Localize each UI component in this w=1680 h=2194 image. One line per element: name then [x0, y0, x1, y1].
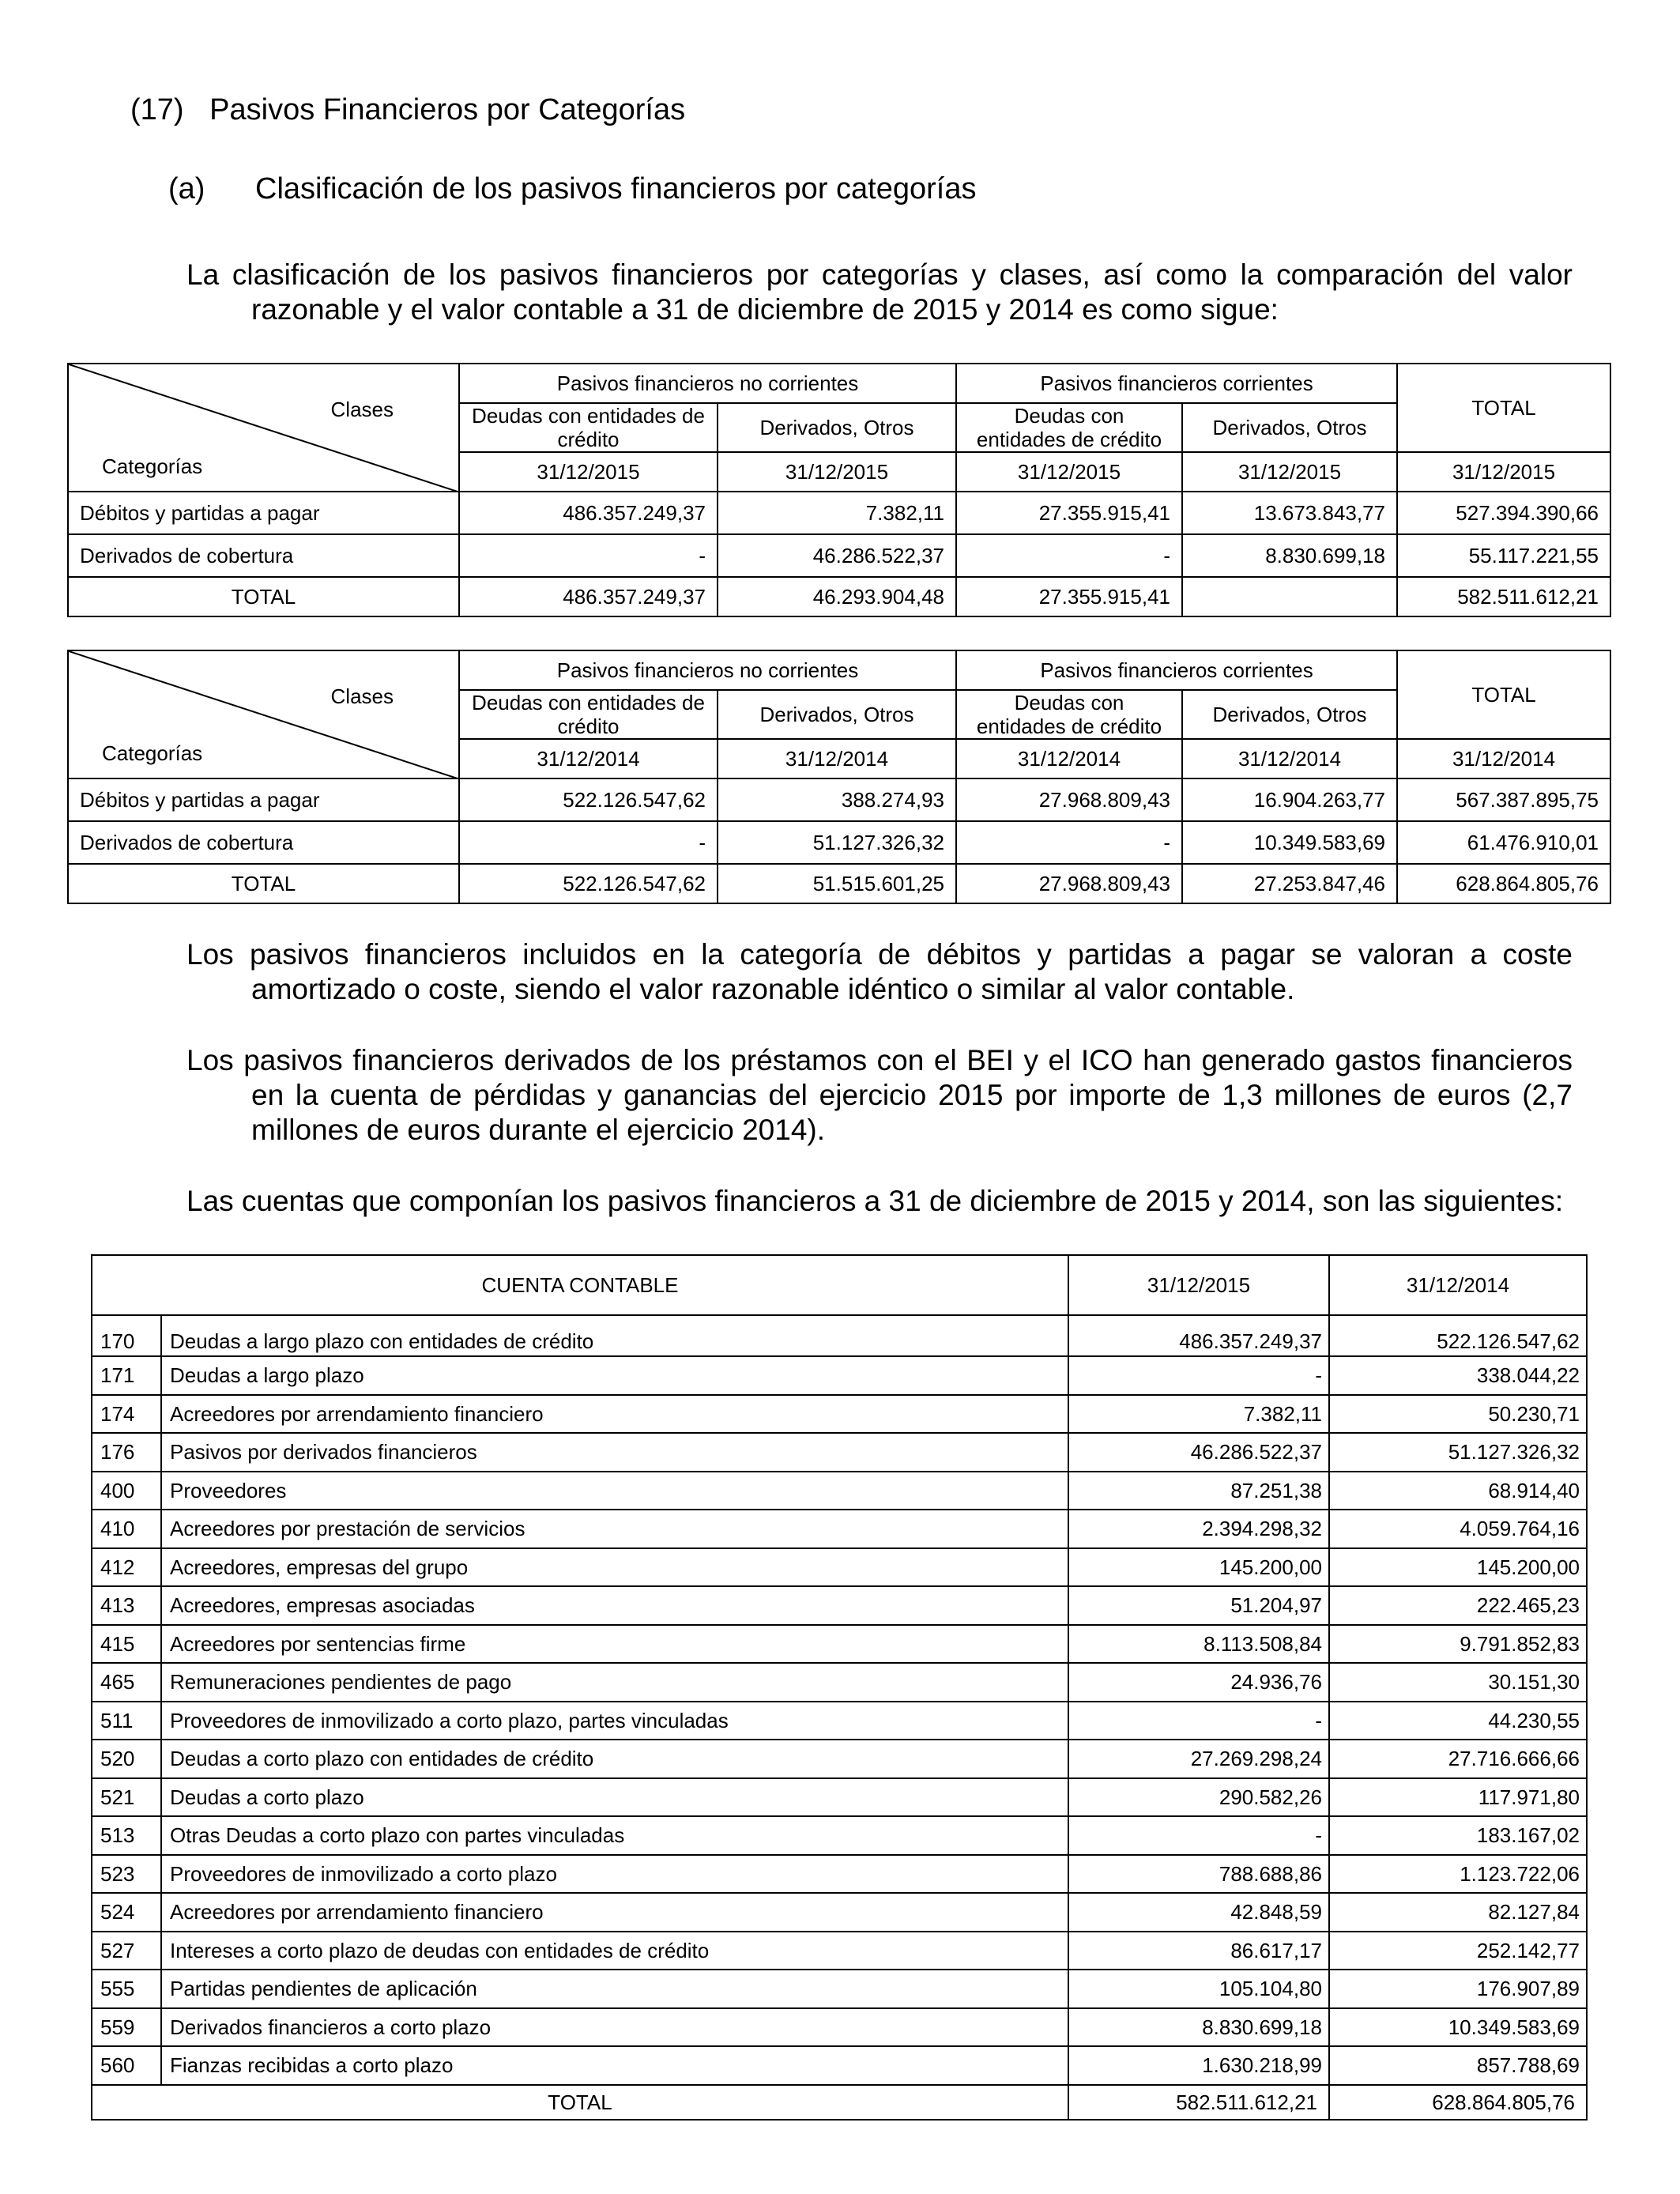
- account-code: 413: [92, 1586, 161, 1625]
- account-code: 400: [92, 1472, 161, 1510]
- no-corrientes-header: Pasivos financieros no corrientes: [459, 650, 956, 690]
- table-row: [68, 821, 1610, 864]
- corrientes-header: Pasivos financieros corrientes: [956, 650, 1397, 690]
- section-title: [130, 93, 685, 127]
- account-value-2014: 176.907,89: [1329, 1970, 1587, 2008]
- account-name: Deudas a corto plazo: [161, 1778, 1068, 1817]
- total-value: [1182, 577, 1397, 616]
- account-row: [92, 1395, 1587, 1434]
- col-2015-header: 31/12/2015: [1068, 1255, 1329, 1315]
- total-label: TOTAL: [68, 864, 459, 903]
- account-row: [92, 1778, 1587, 1817]
- account-row: [92, 1548, 1587, 1587]
- diagonal-header-cell: [68, 650, 459, 778]
- account-row: [92, 1510, 1587, 1548]
- account-name: Acreedores por sentencias firme: [161, 1625, 1068, 1664]
- account-value-2015: 51.204,97: [1068, 1586, 1329, 1625]
- derivados-c-header: Derivados, Otros: [1182, 403, 1397, 452]
- account-value-2015: 86.617,17: [1068, 1932, 1329, 1970]
- accounts-total-label: TOTAL: [92, 2085, 1068, 2120]
- account-header: CUENTA CONTABLE: [92, 1255, 1068, 1315]
- account-code: 410: [92, 1510, 161, 1548]
- account-row: [92, 1816, 1587, 1855]
- cell-value: 527.394.390,66: [1397, 492, 1610, 534]
- account-value-2014: 222.465,23: [1329, 1586, 1587, 1625]
- account-name: Deudas a largo plazo con entidades de crédito: [161, 1315, 1068, 1356]
- date-header: 31/12/2015: [1397, 452, 1610, 492]
- total-row: [68, 577, 1610, 616]
- account-name: Acreedores por arrendamiento financiero: [161, 1893, 1068, 1932]
- row-label: Débitos y partidas a pagar: [68, 492, 459, 534]
- account-value-2015: 105.104,80: [1068, 1970, 1329, 2008]
- account-code: 560: [92, 2046, 161, 2085]
- account-value-2015: 24.936,76: [1068, 1663, 1329, 1702]
- date-header: 31/12/2015: [1182, 452, 1397, 492]
- account-value-2014: 117.971,80: [1329, 1778, 1587, 1817]
- total-value: 46.293.904,48: [718, 577, 956, 616]
- date-header: 31/12/2014: [718, 739, 956, 778]
- account-name: Otras Deudas a corto plazo con partes vinculadas: [161, 1816, 1068, 1855]
- account-value-2015: 8.113.508,84: [1068, 1625, 1329, 1664]
- cell-value: 567.387.895,75: [1397, 778, 1610, 821]
- total-header: TOTAL: [1397, 364, 1610, 452]
- account-name: Pasivos por derivados financieros: [161, 1433, 1068, 1472]
- account-code: 465: [92, 1663, 161, 1702]
- total-value: 486.357.249,37: [459, 577, 718, 616]
- section-title-text: Pasivos Financieros por Categorías: [209, 93, 686, 126]
- account-value-2015: 8.830.699,18: [1068, 2008, 1329, 2047]
- account-code: 171: [92, 1356, 161, 1395]
- table-row: [68, 778, 1610, 821]
- cell-value: 388.274,93: [718, 778, 956, 821]
- account-value-2015: 145.200,00: [1068, 1548, 1329, 1587]
- account-code: 513: [92, 1816, 161, 1855]
- account-value-2015: 27.269.298,24: [1068, 1740, 1329, 1778]
- cell-value: 46.286.522,37: [718, 534, 956, 577]
- account-row: [92, 1855, 1587, 1894]
- date-header: 31/12/2015: [718, 452, 956, 492]
- derivados-nc-header: Derivados, Otros: [718, 690, 956, 739]
- account-name: Acreedores, empresas asociadas: [161, 1586, 1068, 1625]
- account-value-2014: 51.127.326,32: [1329, 1433, 1587, 1472]
- account-value-2014: 145.200,00: [1329, 1548, 1587, 1587]
- account-row: [92, 1740, 1587, 1778]
- account-code: 170: [92, 1315, 161, 1356]
- account-value-2014: 338.044,22: [1329, 1356, 1587, 1395]
- account-value-2014: 252.142,77: [1329, 1932, 1587, 1970]
- table-row: [68, 492, 1610, 534]
- account-code: 559: [92, 2008, 161, 2047]
- derivados-nc-header: Derivados, Otros: [718, 403, 956, 452]
- row-label: Débitos y partidas a pagar: [68, 778, 459, 821]
- deudas-c-header: Deudas con entidades de crédito: [956, 690, 1182, 739]
- account-value-2015: -: [1068, 1702, 1329, 1740]
- col-2014-header: 31/12/2014: [1329, 1255, 1587, 1315]
- derivados-c-header: Derivados, Otros: [1182, 690, 1397, 739]
- classification-table-2014: [67, 650, 1611, 904]
- total-value: 27.968.809,43: [956, 864, 1182, 903]
- clases-label: Clases: [330, 398, 394, 421]
- cell-value: -: [459, 821, 718, 864]
- account-value-2014: 1.123.722,06: [1329, 1855, 1587, 1894]
- cell-value: -: [956, 821, 1182, 864]
- account-value-2015: 7.382,11: [1068, 1395, 1329, 1434]
- account-code: 415: [92, 1625, 161, 1664]
- account-code: 412: [92, 1548, 161, 1587]
- total-value: 582.511.612,21: [1397, 577, 1610, 616]
- account-row: [92, 1663, 1587, 1702]
- account-name: Acreedores por prestación de servicios: [161, 1510, 1068, 1548]
- table-row: [68, 534, 1610, 577]
- account-row: [92, 1932, 1587, 1970]
- total-value: 27.355.915,41: [956, 577, 1182, 616]
- account-row: [92, 1315, 1587, 1356]
- account-value-2015: 42.848,59: [1068, 1893, 1329, 1932]
- account-row: [92, 1586, 1587, 1625]
- paragraph-bei-ico: Los pasivos financieros derivados de los préstamos con el BEI y el ICO han generado gastos financieros en la cuenta de pérdidas y ganancias del ejercicio 2015 por importe de 1,3 millones de euros (2,7 millones de euros durante el ejercicio 2014).: [186, 1044, 1573, 1146]
- date-header: 31/12/2014: [459, 739, 718, 778]
- account-code: 174: [92, 1395, 161, 1434]
- account-code: 521: [92, 1778, 161, 1817]
- date-header: 31/12/2015: [459, 452, 718, 492]
- accounts-total-2015: 582.511.612,21: [1068, 2085, 1329, 2120]
- cell-value: 27.355.915,41: [956, 492, 1182, 534]
- diagonal-header-cell: [68, 364, 459, 492]
- account-row: [92, 1356, 1587, 1395]
- deudas-nc-header: Deudas con entidades de crédito: [459, 690, 718, 739]
- total-value: 628.864.805,76: [1397, 864, 1610, 903]
- categorias-label: Categorías: [102, 454, 203, 478]
- row-label: Derivados de cobertura: [68, 821, 459, 864]
- cell-value: 16.904.263,77: [1182, 778, 1397, 821]
- account-name: Acreedores por arrendamiento financiero: [161, 1395, 1068, 1434]
- total-value: 27.253.847,46: [1182, 864, 1397, 903]
- account-value-2015: 46.286.522,37: [1068, 1433, 1329, 1472]
- cell-value: 486.357.249,37: [459, 492, 718, 534]
- account-code: 524: [92, 1893, 161, 1932]
- cell-value: 10.349.583,69: [1182, 821, 1397, 864]
- account-name: Partidas pendientes de aplicación: [161, 1970, 1068, 2008]
- account-value-2014: 857.788,69: [1329, 2046, 1587, 2085]
- cell-value: 7.382,11: [718, 492, 956, 534]
- categorias-label: Categorías: [102, 741, 203, 765]
- subsection-title: [168, 172, 977, 206]
- paragraph-accounts-intro: Las cuentas que componían los pasivos financieros a 31 de diciembre de 2015 y 2014, son las siguientes:: [186, 1185, 1564, 1217]
- total-header: TOTAL: [1397, 650, 1610, 739]
- section-number: (17): [130, 93, 184, 126]
- account-name: Derivados financieros a corto plazo: [161, 2008, 1068, 2047]
- intro-paragraph: La clasificación de los pasivos financieros por categorías y clases, así como la comparación del valor razonable y el valor contable a 31 de diciembre de 2015 y 2014 es como sigue:: [186, 258, 1573, 326]
- account-value-2014: 183.167,02: [1329, 1816, 1587, 1855]
- cell-value: -: [956, 534, 1182, 577]
- account-name: Proveedores de inmovilizado a corto plazo, partes vinculadas: [161, 1702, 1068, 1740]
- cell-value: 522.126.547,62: [459, 778, 718, 821]
- account-value-2014: 68.914,40: [1329, 1472, 1587, 1510]
- date-header: 31/12/2014: [1182, 739, 1397, 778]
- account-value-2015: -: [1068, 1816, 1329, 1855]
- clases-label: Clases: [330, 684, 394, 708]
- corrientes-header: Pasivos financieros corrientes: [956, 364, 1397, 403]
- account-value-2014: 44.230,55: [1329, 1702, 1587, 1740]
- account-row: [92, 1472, 1587, 1510]
- account-row: [92, 1625, 1587, 1664]
- cell-value: 8.830.699,18: [1182, 534, 1397, 577]
- account-value-2015: 486.357.249,37: [1068, 1315, 1329, 1356]
- accounts-table: [91, 1254, 1588, 2120]
- account-value-2014: 9.791.852,83: [1329, 1625, 1587, 1664]
- date-header: 31/12/2014: [956, 739, 1182, 778]
- account-row: [92, 2008, 1587, 2047]
- account-name: Remuneraciones pendientes de pago: [161, 1663, 1068, 1702]
- account-name: Fianzas recibidas a corto plazo: [161, 2046, 1068, 2085]
- account-name: Deudas a largo plazo: [161, 1356, 1068, 1395]
- account-name: Intereses a corto plazo de deudas con entidades de crédito: [161, 1932, 1068, 1970]
- cell-value: 13.673.843,77: [1182, 492, 1397, 534]
- account-row: [92, 2046, 1587, 2085]
- account-code: 520: [92, 1740, 161, 1778]
- account-row: [92, 1433, 1587, 1472]
- row-label: Derivados de cobertura: [68, 534, 459, 577]
- date-header: 31/12/2014: [1397, 739, 1610, 778]
- total-value: 522.126.547,62: [459, 864, 718, 903]
- account-value-2015: 87.251,38: [1068, 1472, 1329, 1510]
- account-name: Acreedores, empresas del grupo: [161, 1548, 1068, 1587]
- account-name: Proveedores de inmovilizado a corto plazo: [161, 1855, 1068, 1894]
- account-value-2014: 82.127,84: [1329, 1893, 1587, 1932]
- account-value-2015: 1.630.218,99: [1068, 2046, 1329, 2085]
- accounts-total-2014: 628.864.805,76: [1329, 2085, 1587, 2120]
- total-label: TOTAL: [68, 577, 459, 616]
- account-value-2014: 10.349.583,69: [1329, 2008, 1587, 2047]
- cell-value: 55.117.221,55: [1397, 534, 1610, 577]
- no-corrientes-header: Pasivos financieros no corrientes: [459, 364, 956, 403]
- account-row: [92, 1893, 1587, 1932]
- account-code: 555: [92, 1970, 161, 2008]
- account-value-2014: 4.059.764,16: [1329, 1510, 1587, 1548]
- classification-table-2015: [67, 363, 1611, 617]
- account-value-2015: 788.688,86: [1068, 1855, 1329, 1894]
- subsection-letter: (a): [168, 172, 205, 205]
- total-value: 51.515.601,25: [718, 864, 956, 903]
- account-value-2014: 50.230,71: [1329, 1395, 1587, 1434]
- deudas-c-header: Deudas con entidades de crédito: [956, 403, 1182, 452]
- account-name: Proveedores: [161, 1472, 1068, 1510]
- account-value-2014: 27.716.666,66: [1329, 1740, 1587, 1778]
- cell-value: 51.127.326,32: [718, 821, 956, 864]
- account-value-2015: -: [1068, 1356, 1329, 1395]
- cell-value: 27.968.809,43: [956, 778, 1182, 821]
- account-name: Deudas a corto plazo con entidades de crédito: [161, 1740, 1068, 1778]
- subsection-title-text: Clasificación de los pasivos financieros por categorías: [255, 172, 977, 205]
- cell-value: -: [459, 534, 718, 577]
- account-code: 176: [92, 1433, 161, 1472]
- accounts-total-row: [92, 2085, 1587, 2120]
- account-code: 527: [92, 1932, 161, 1970]
- deudas-nc-header: Deudas con entidades de crédito: [459, 403, 718, 452]
- date-header: 31/12/2015: [956, 452, 1182, 492]
- account-value-2014: 30.151,30: [1329, 1663, 1587, 1702]
- account-value-2014: 522.126.547,62: [1329, 1315, 1587, 1356]
- account-value-2015: 2.394.298,32: [1068, 1510, 1329, 1548]
- total-row: [68, 864, 1610, 903]
- cell-value: 61.476.910,01: [1397, 821, 1610, 864]
- paragraph-valuation: Los pasivos financieros incluidos en la categoría de débitos y partidas a pagar se valoran a coste amortizado o coste, siendo el valor razonable idéntico o similar al valor contable.: [186, 938, 1573, 1005]
- account-row: [92, 1970, 1587, 2008]
- account-value-2015: 290.582,26: [1068, 1778, 1329, 1817]
- account-row: [92, 1702, 1587, 1740]
- account-code: 523: [92, 1855, 161, 1894]
- account-code: 511: [92, 1702, 161, 1740]
